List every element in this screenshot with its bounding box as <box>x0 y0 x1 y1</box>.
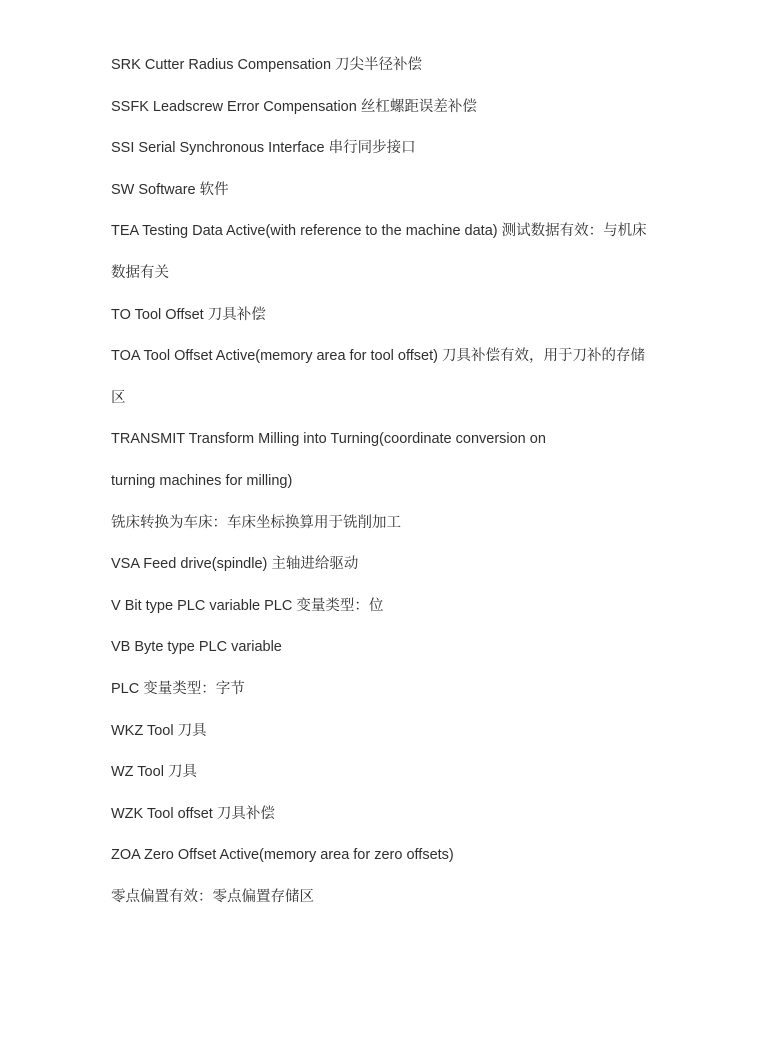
line-tea: TEA Testing Data Active(with reference to the machine data) 测试数据有效：与机床 <box>111 223 647 240</box>
line-transmit-cont: turning machines for milling) <box>111 472 293 489</box>
line-toa: TOA Tool Offset Active(memory area for tool offset) 刀具补偿有效，用于刀补的存储 <box>111 348 645 365</box>
line-ssi: SSI Serial Synchronous Interface 串行同步接口 <box>111 140 416 157</box>
line-sw: SW Software 软件 <box>111 181 229 198</box>
document-body <box>111 48 671 921</box>
line-zoa: ZOA Zero Offset Active(memory area for zero offsets) <box>111 847 454 864</box>
line-wzk: WZK Tool offset 刀具补偿 <box>111 805 275 822</box>
line-srk: SRK Cutter Radius Compensation 刀尖半径补偿 <box>111 57 423 73</box>
line-tea-cont: 数据有关 <box>111 264 169 281</box>
line-vb-cn: PLC 变量类型：字节 <box>111 680 245 697</box>
line-toa-cont: 区 <box>111 389 126 406</box>
line-vsa: VSA Feed drive(spindle) 主轴进给驱动 <box>111 556 359 573</box>
line-ssfk: SSFK Leadscrew Error Compensation 丝杠螺距误差补偿 <box>111 98 477 115</box>
line-v: V Bit type PLC variable PLC 变量类型：位 <box>111 597 384 614</box>
line-to: TO Tool Offset 刀具补偿 <box>111 306 266 323</box>
line-transmit: TRANSMIT Transform Milling into Turning(coordinate conversion on <box>111 431 546 448</box>
line-transmit-cn: 铣床转换为车床：车床坐标换算用于铣削加工 <box>111 514 401 531</box>
line-zoa-cn: 零点偏置有效：零点偏置存储区 <box>111 888 314 905</box>
line-wz: WZ Tool 刀具 <box>111 764 197 781</box>
line-wkz: WKZ Tool 刀具 <box>111 722 207 739</box>
line-vb: VB Byte type PLC variable <box>111 639 282 656</box>
